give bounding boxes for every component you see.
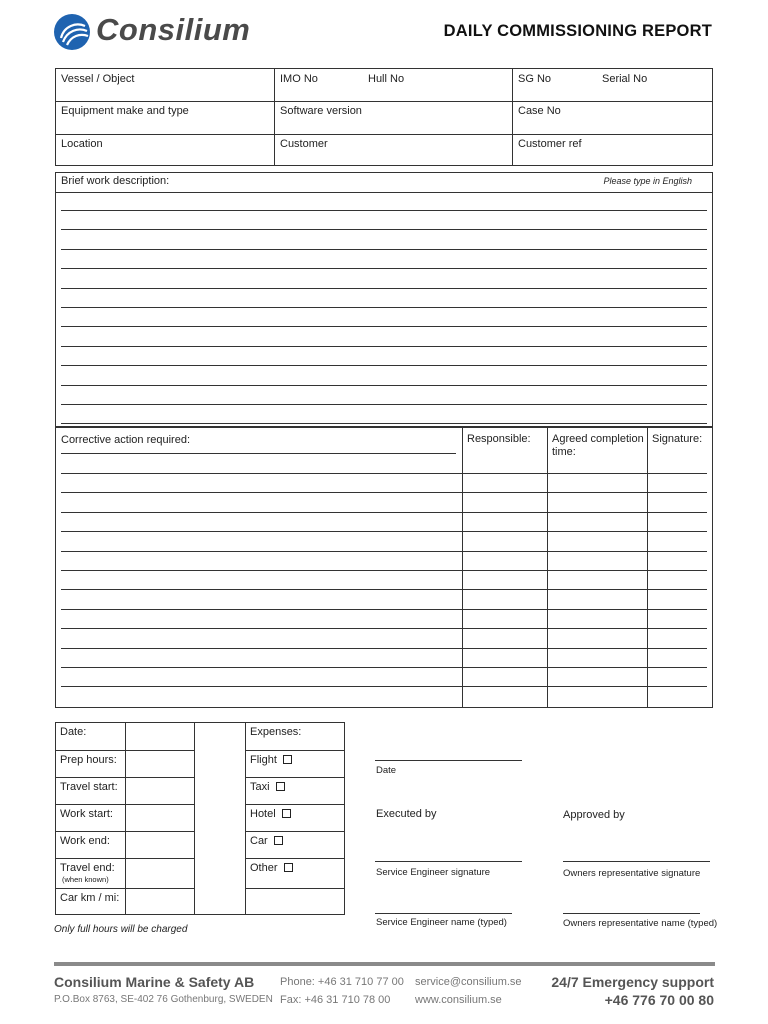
time-row-divider bbox=[56, 858, 194, 859]
travel-end-note: (when known) bbox=[62, 875, 109, 884]
action-row-line bbox=[61, 570, 707, 571]
work-end-label: Work end: bbox=[60, 835, 110, 847]
hull-field[interactable]: Hull No bbox=[368, 73, 405, 85]
taxi-checkbox[interactable]: Taxi bbox=[250, 781, 285, 793]
expense-row-divider bbox=[245, 777, 345, 778]
sign-date-label: Date bbox=[376, 765, 397, 776]
travel-end-label: Travel end: bbox=[60, 862, 115, 874]
expense-row-divider bbox=[245, 858, 345, 859]
case-field[interactable]: Case No bbox=[518, 105, 561, 117]
executed-by-label: Executed by bbox=[376, 808, 437, 820]
writing-line bbox=[61, 326, 707, 327]
footer-divider bbox=[54, 962, 715, 966]
action-row-line bbox=[61, 473, 707, 474]
car-km-label: Car km / mi: bbox=[60, 892, 120, 904]
work-description-box[interactable] bbox=[55, 172, 713, 427]
emergency-support-phone: +46 776 70 00 80 bbox=[604, 992, 714, 1008]
checkbox-icon bbox=[276, 782, 285, 791]
responsible-header: Responsible: bbox=[467, 433, 531, 445]
action-row-line bbox=[61, 551, 707, 552]
full-hours-note: Only full hours will be charged bbox=[54, 924, 188, 935]
car-checkbox[interactable]: Car bbox=[250, 835, 283, 847]
action-row-line bbox=[61, 686, 707, 687]
action-row-line bbox=[61, 492, 707, 493]
sg-field[interactable]: SG No bbox=[518, 73, 552, 85]
travel-start-label: Travel start: bbox=[60, 781, 118, 793]
imo-field[interactable]: IMO No bbox=[280, 73, 318, 85]
footer-fax: Fax: +46 31 710 78 00 bbox=[280, 994, 391, 1006]
checkbox-icon bbox=[284, 863, 293, 872]
hotel-checkbox[interactable]: Hotel bbox=[250, 808, 291, 820]
customer-field[interactable]: Customer bbox=[280, 138, 328, 150]
time-row-divider bbox=[56, 804, 194, 805]
action-row-line bbox=[61, 628, 707, 629]
footer-address: P.O.Box 8763, SE-402 76 Gothenburg, SWEDEN bbox=[54, 994, 273, 1005]
prep-hours-label: Prep hours: bbox=[60, 754, 117, 766]
time-row-divider bbox=[56, 831, 194, 832]
checkbox-icon bbox=[282, 809, 291, 818]
expense-row-divider bbox=[245, 750, 345, 751]
writing-line bbox=[61, 423, 707, 424]
action-row-line bbox=[61, 667, 707, 668]
info-table bbox=[55, 68, 713, 166]
flight-checkbox[interactable]: Flight bbox=[250, 754, 292, 766]
software-field[interactable]: Software version bbox=[280, 105, 362, 117]
work-description-label: Brief work description: bbox=[61, 175, 170, 187]
writing-line bbox=[61, 288, 707, 289]
action-row-line bbox=[61, 512, 707, 513]
time-row-divider bbox=[56, 750, 194, 751]
equipment-field[interactable]: Equipment make and type bbox=[61, 105, 189, 117]
page-title: DAILY COMMISSIONING REPORT bbox=[443, 22, 712, 40]
action-row-line bbox=[61, 531, 707, 532]
service-engineer-name[interactable]: Service Engineer name (typed) bbox=[376, 917, 507, 928]
other-checkbox[interactable]: Other bbox=[250, 862, 293, 874]
writing-line bbox=[61, 268, 707, 269]
emergency-support-label: 24/7 Emergency support bbox=[551, 974, 714, 990]
writing-line bbox=[61, 249, 707, 250]
vessel-field[interactable]: Vessel / Object bbox=[61, 73, 135, 85]
location-field[interactable]: Location bbox=[61, 138, 103, 150]
expenses-label: Expenses: bbox=[250, 726, 302, 738]
english-note: Please type in English bbox=[603, 176, 692, 186]
footer-phone: Phone: +46 31 710 77 00 bbox=[280, 976, 404, 988]
logo-text: Consilium bbox=[96, 12, 251, 47]
action-row-line bbox=[61, 589, 707, 590]
footer-company: Consilium Marine & Safety AB bbox=[54, 974, 255, 990]
customer-ref-field[interactable]: Customer ref bbox=[518, 138, 582, 150]
work-start-label: Work start: bbox=[60, 808, 113, 820]
owners-representative-name[interactable]: Owners representative name (typed) bbox=[563, 918, 718, 929]
approved-by-label: Approved by bbox=[563, 809, 625, 821]
checkbox-icon bbox=[283, 755, 292, 764]
writing-line bbox=[61, 404, 707, 405]
serial-field[interactable]: Serial No bbox=[602, 73, 648, 85]
writing-line bbox=[61, 229, 707, 230]
writing-line bbox=[61, 365, 707, 366]
time-expenses-table bbox=[55, 722, 345, 915]
signature-header: Signature: bbox=[652, 433, 703, 445]
agreed-completion-header: Agreed completion time: bbox=[552, 433, 644, 458]
consilium-logo-icon bbox=[54, 14, 90, 50]
date-label: Date: bbox=[60, 726, 87, 738]
expense-row-divider bbox=[245, 831, 345, 832]
action-row-line bbox=[61, 609, 707, 610]
action-row-line bbox=[61, 648, 707, 649]
checkbox-icon bbox=[274, 836, 283, 845]
time-row-divider bbox=[56, 777, 194, 778]
footer-email[interactable]: service@consilium.se bbox=[415, 976, 522, 988]
service-engineer-signature[interactable]: Service Engineer signature bbox=[376, 867, 491, 878]
writing-line bbox=[61, 385, 707, 386]
writing-line bbox=[61, 210, 707, 211]
owners-representative-signature[interactable]: Owners representative signature bbox=[563, 868, 701, 879]
time-row-divider bbox=[56, 888, 194, 889]
writing-line bbox=[61, 307, 707, 308]
corrective-action-table bbox=[55, 427, 713, 708]
expense-row-divider bbox=[245, 888, 345, 889]
expense-row-divider bbox=[245, 804, 345, 805]
corrective-action-label: Corrective action required: bbox=[61, 434, 191, 446]
footer-web[interactable]: www.consilium.se bbox=[415, 994, 502, 1006]
writing-line bbox=[61, 346, 707, 347]
